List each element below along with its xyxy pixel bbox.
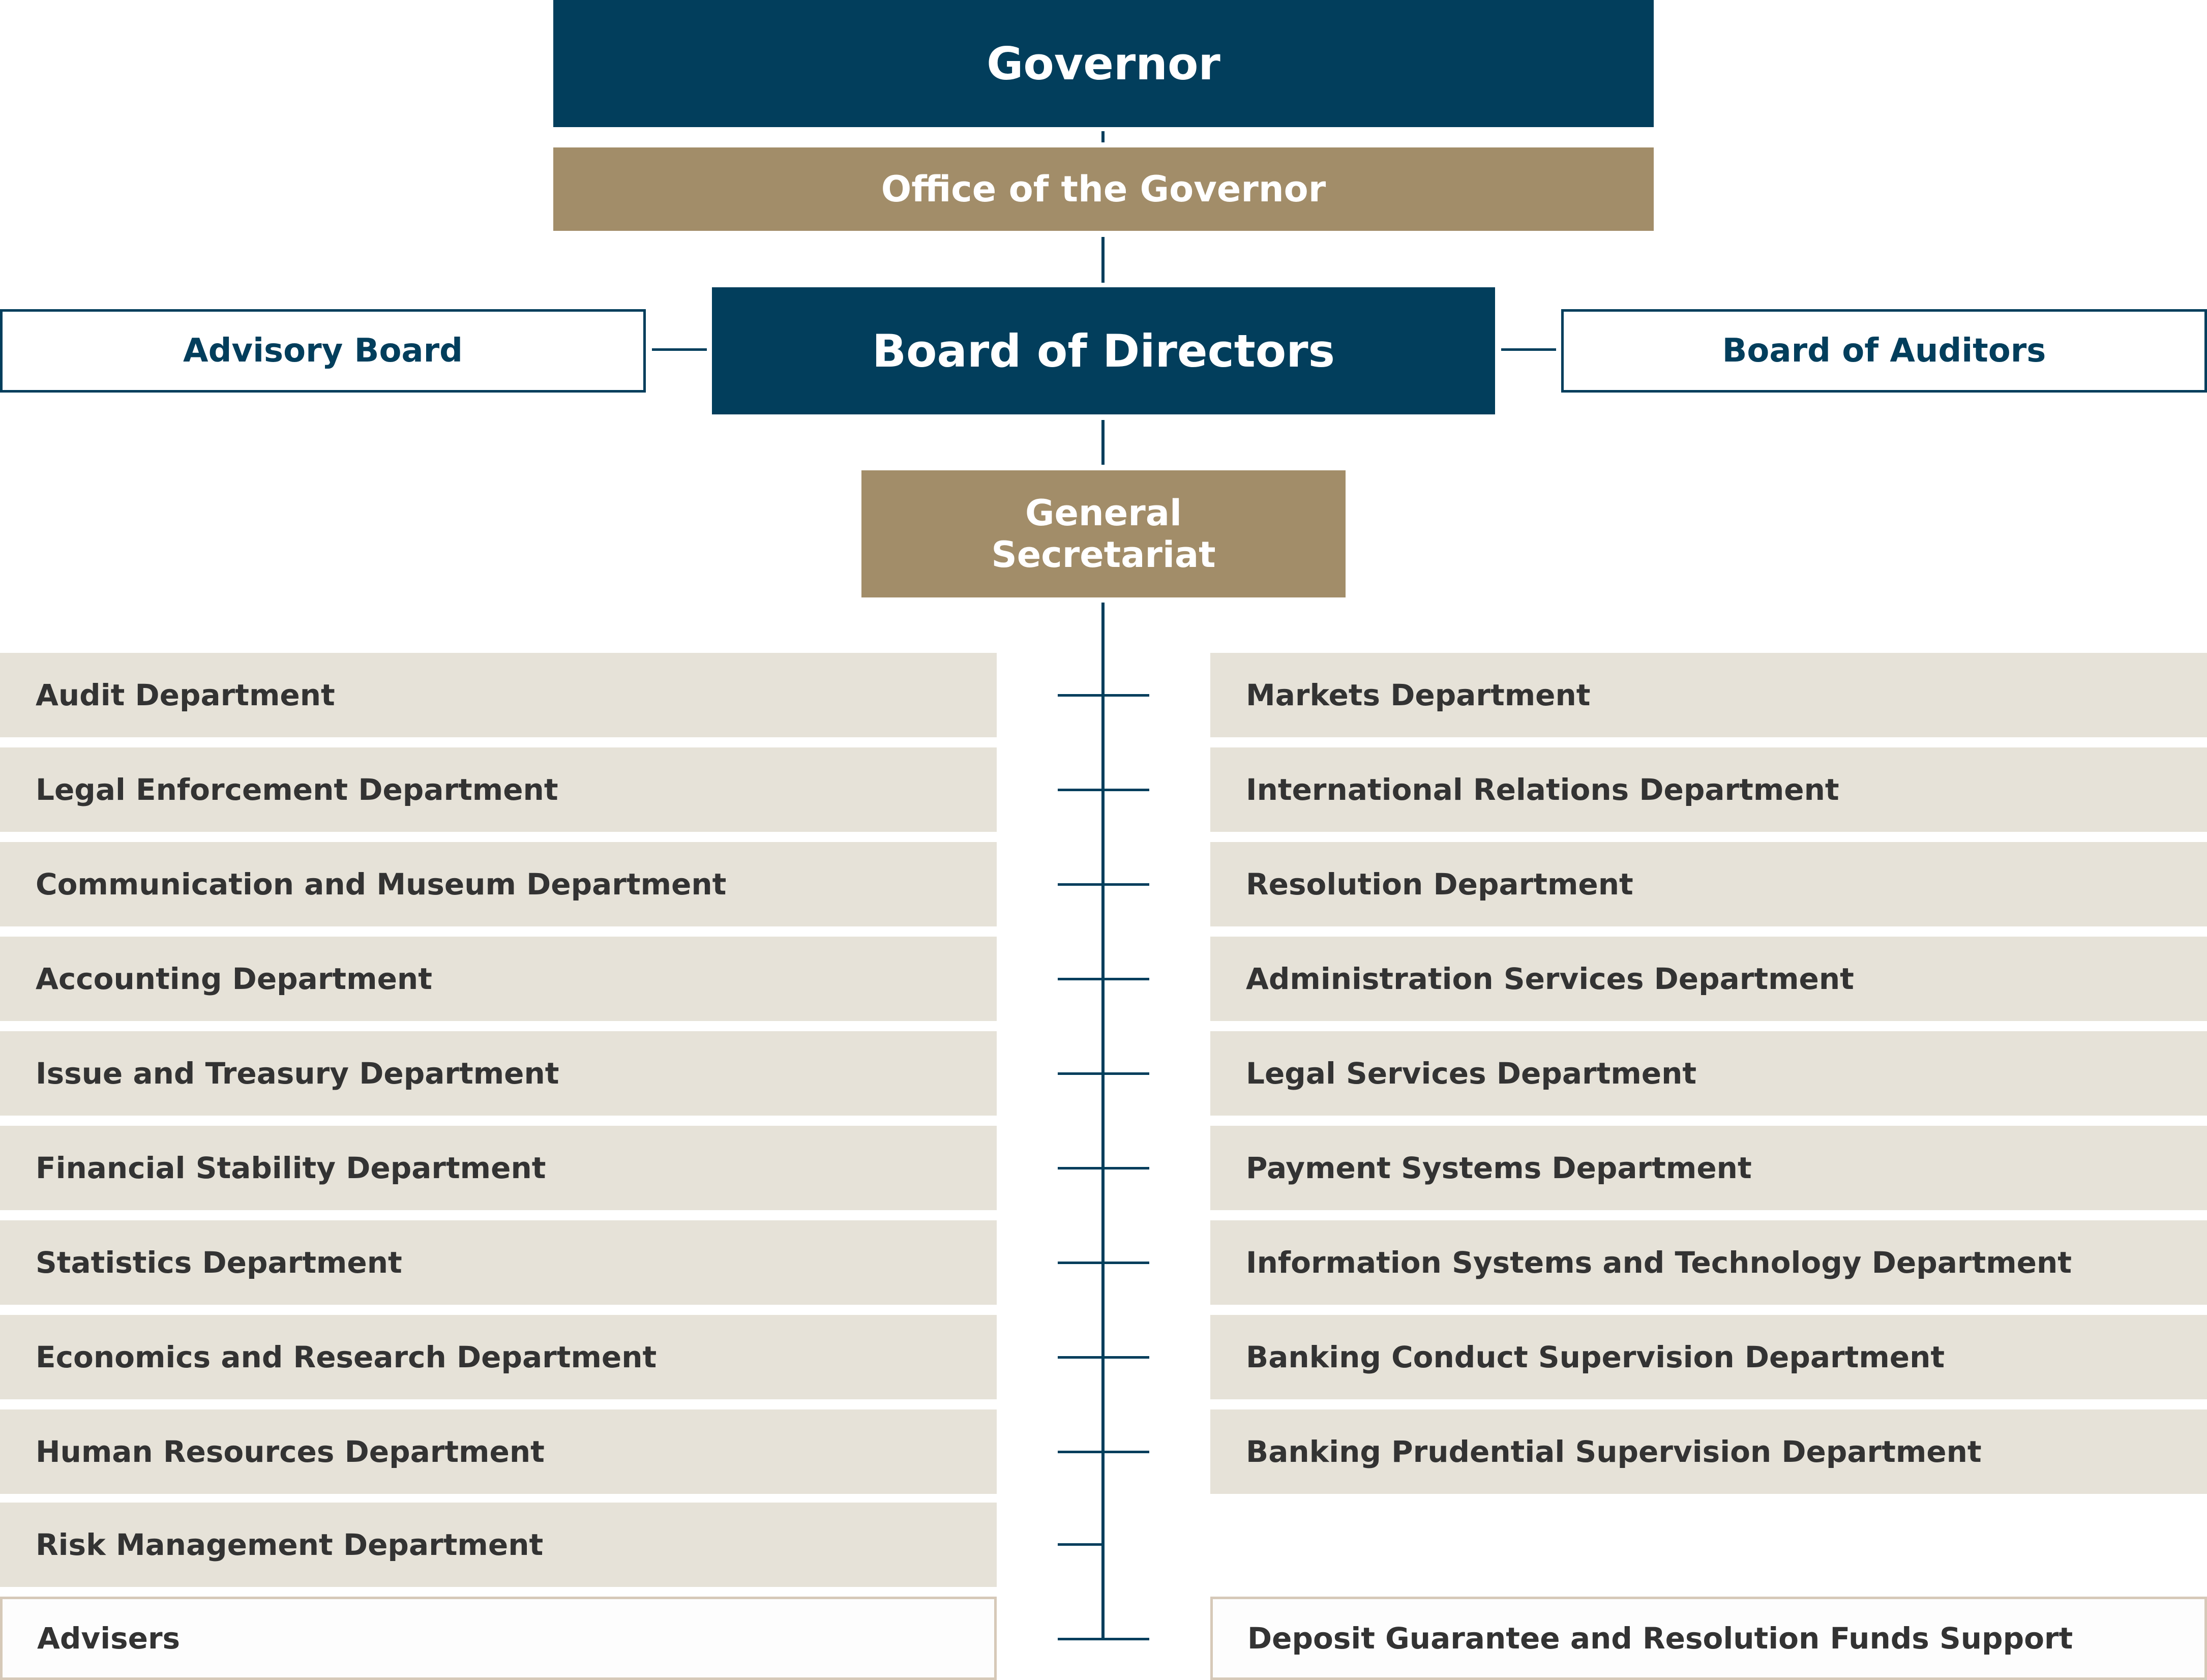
dept-risk-management — [0, 1503, 997, 1587]
dept-label: Economics and Research Department — [36, 1340, 657, 1374]
dept-label: Payment Systems Department — [1246, 1151, 1752, 1185]
advisory-board-label: Advisory Board — [183, 332, 463, 370]
dept-label: Accounting Department — [36, 962, 432, 996]
dept-label: Information Systems and Technology Department — [1246, 1245, 2072, 1280]
connector-office-board — [1101, 237, 1105, 283]
dept-payment-systems — [1210, 1126, 2207, 1210]
dept-deposit-guarantee-resolution-funds — [1210, 1597, 2207, 1680]
board-of-directors-box — [712, 287, 1495, 414]
dept-advisers — [0, 1597, 997, 1680]
dept-markets — [1210, 653, 2207, 737]
general-secretariat-line2: Secretariat — [991, 534, 1216, 576]
spine-tick — [1058, 1543, 1104, 1546]
spine-tick — [1058, 1356, 1149, 1359]
board-of-auditors-box — [1561, 309, 2207, 393]
dept-label: Financial Stability Department — [36, 1151, 546, 1185]
dept-banking-conduct-supervision — [1210, 1315, 2207, 1399]
dept-label: Banking Prudential Supervision Department — [1246, 1434, 1982, 1469]
connector-governor-office — [1101, 131, 1105, 142]
spine-tick — [1058, 1167, 1149, 1169]
dept-label: Resolution Department — [1246, 867, 1633, 902]
board-of-directors-label: Board of Directors — [872, 324, 1335, 377]
dept-communication-museum — [0, 842, 997, 926]
dept-banking-prudential-supervision — [1210, 1409, 2207, 1494]
office-of-the-governor-label: Office of the Governor — [881, 168, 1326, 210]
spine-tick — [1058, 1072, 1149, 1075]
general-secretariat-line1: General — [1025, 492, 1182, 534]
spine-tick — [1058, 694, 1149, 697]
dept-resolution — [1210, 842, 2207, 926]
board-of-auditors-label: Board of Auditors — [1722, 332, 2046, 370]
governor-box — [553, 0, 1654, 127]
general-secretariat-box — [861, 470, 1346, 597]
dept-label: Legal Enforcement Department — [36, 772, 558, 807]
spine-tick — [1058, 978, 1149, 980]
dept-audit — [0, 653, 997, 737]
spine-tick — [1058, 1638, 1149, 1640]
dept-label: Risk Management Department — [36, 1527, 544, 1562]
dept-legal-enforcement — [0, 747, 997, 832]
dept-label: International Relations Department — [1246, 772, 1839, 807]
connector-spine — [1101, 603, 1105, 1640]
dept-label: Advisers — [37, 1621, 181, 1656]
spine-tick — [1058, 789, 1149, 791]
dept-administration-services — [1210, 937, 2207, 1021]
dept-legal-services — [1210, 1031, 2207, 1116]
dept-label: Administration Services Department — [1246, 962, 1854, 996]
dept-information-systems-technology — [1210, 1220, 2207, 1305]
dept-international-relations — [1210, 747, 2207, 832]
dept-statistics — [0, 1220, 997, 1305]
connector-board-secretariat — [1101, 420, 1105, 465]
spine-tick — [1058, 883, 1149, 886]
dept-label: Legal Services Department — [1246, 1056, 1697, 1091]
dept-label: Deposit Guarantee and Resolution Funds Support — [1247, 1621, 2073, 1656]
spine-tick — [1058, 1262, 1149, 1264]
connector-board-of-auditors — [1501, 348, 1556, 351]
dept-label: Issue and Treasury Department — [36, 1056, 559, 1091]
dept-economics-research — [0, 1315, 997, 1399]
dept-label: Communication and Museum Department — [36, 867, 727, 902]
dept-label: Audit Department — [36, 678, 335, 712]
office-of-the-governor-box — [553, 147, 1654, 231]
dept-label: Statistics Department — [36, 1245, 402, 1280]
dept-label: Human Resources Department — [36, 1434, 545, 1469]
dept-financial-stability — [0, 1126, 997, 1210]
dept-label: Markets Department — [1246, 678, 1591, 712]
advisory-board-box — [0, 309, 646, 393]
governor-label: Governor — [987, 37, 1220, 90]
spine-tick — [1058, 1451, 1149, 1453]
dept-accounting — [0, 937, 997, 1021]
dept-human-resources — [0, 1409, 997, 1494]
connector-advisory-board — [652, 348, 707, 351]
dept-issue-treasury — [0, 1031, 997, 1116]
dept-label: Banking Conduct Supervision Department — [1246, 1340, 1945, 1374]
